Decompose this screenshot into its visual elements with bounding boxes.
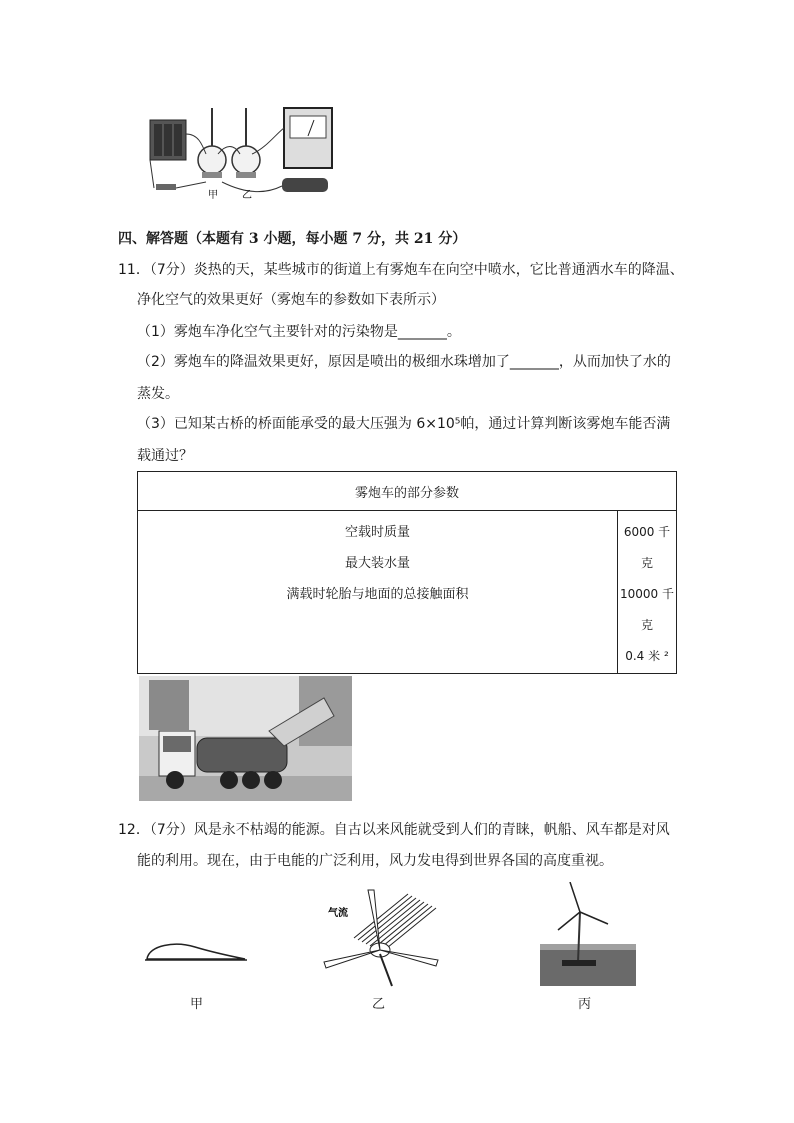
param-name: 满载时轮胎与地面的总接触面积 — [286, 587, 469, 602]
fig-label-jia: 甲 — [190, 997, 204, 1012]
q11-sub1: （1）雾炮车净化空气主要针对的污染物是_______。 — [137, 324, 461, 340]
param-name: 最大装水量 — [344, 556, 410, 571]
param-value: 克 — [640, 556, 653, 570]
fig-label-bing: 丙 — [578, 997, 592, 1012]
fig-label-yi: 乙 — [372, 997, 386, 1012]
q12-line1: 12．（7分）风是永不枯竭的能源。自古以来风能就受到人们的青睐，帆船、风车都是对风 — [118, 822, 670, 838]
switch-icon — [156, 184, 176, 190]
param-value: 0.4 米 ² — [625, 649, 669, 663]
wind-turbine-airflow-figure — [308, 888, 458, 988]
q11-line1: 11．（7分）炎热的天，某些城市的街道上有雾炮车在向空中喷水，它比普通洒水车的降温、 — [118, 262, 684, 278]
ammeter-icon — [284, 108, 332, 168]
flask-yi-icon — [232, 108, 260, 178]
circuit-apparatus-figure — [146, 104, 342, 204]
table-header: 雾炮车的部分参数 — [138, 472, 677, 511]
q11-sub3b: 载通过？ — [137, 448, 193, 464]
param-value: 6000 千 — [623, 525, 671, 539]
q11-sub2a: （2）雾炮车的降温效果更好，原因是喷出的极细水珠增加了_______，从而加快了水的 — [137, 354, 671, 370]
section-heading: 四、解答题（本题有 3 小题，每小题 7 分，共 21 分） — [118, 231, 467, 247]
offshore-wind-turbine-figure — [540, 882, 636, 986]
q11-sub2b: 蒸发。 — [137, 386, 179, 402]
param-name: 空载时质量 — [344, 525, 410, 540]
figure-label-yi: 乙 — [242, 190, 252, 201]
param-values-cell — [618, 511, 677, 674]
param-names-cell — [138, 511, 618, 674]
q11-sub3a: （3）已知某古桥的桥面能承受的最大压强为 6×10⁵帕，通过计算判断该雾炮车能否满 — [137, 416, 671, 432]
q11-line2: 净化空气的效果更好（雾炮车的参数如下表所示） — [137, 292, 445, 308]
figure-label-jia: 甲 — [208, 190, 218, 201]
q12-line2: 能的利用。现在，由于电能的广泛利用，风力发电得到世界各国的高度重视。 — [137, 853, 613, 869]
airflow-label: 气流 — [328, 908, 348, 919]
flask-jia-icon — [198, 108, 226, 178]
battery-icon — [150, 120, 186, 160]
airfoil-figure — [145, 935, 247, 965]
fog-cannon-truck-photo — [139, 676, 352, 801]
rheostat-icon — [282, 178, 328, 192]
param-value: 10000 千 — [620, 587, 674, 601]
fog-cannon-params-table — [137, 471, 677, 674]
param-value: 克 — [640, 618, 653, 632]
